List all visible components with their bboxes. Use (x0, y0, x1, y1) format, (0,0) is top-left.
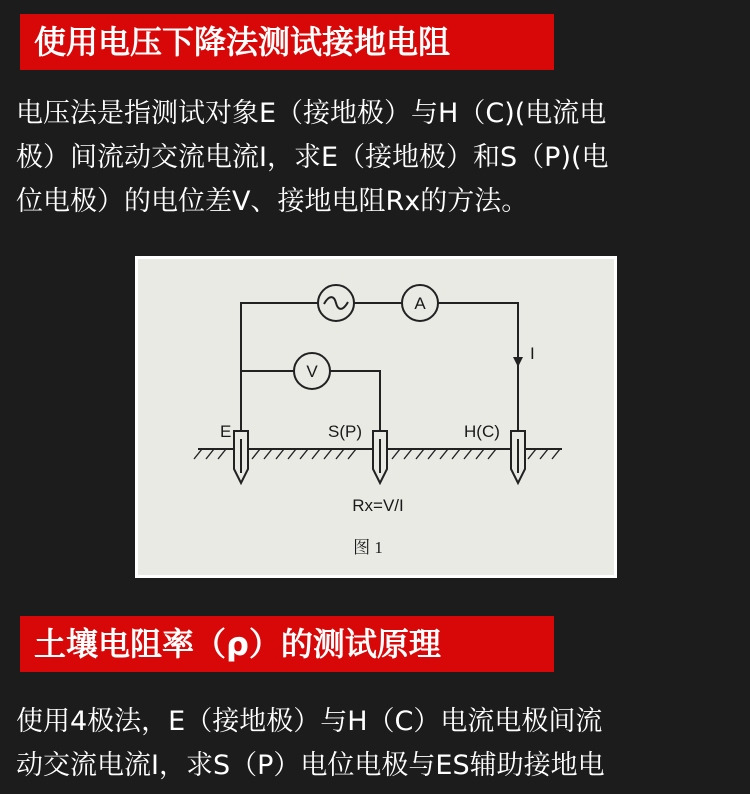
paragraph-line: 动交流电流I，求S（P）电位电极与ES辅助接地电 (16, 750, 605, 781)
paragraph-line: 使用4极法，E（接地极）与H（C）电流电极间流 (16, 706, 603, 737)
voltmeter-label: V (306, 362, 318, 381)
circuit-diagram-figure (135, 256, 617, 578)
electrode-h-icon (511, 431, 525, 483)
ammeter-icon (402, 285, 438, 321)
paragraph-line: 极）间流动交流电流I，求E（接地极）和S（P)(电 (16, 142, 609, 173)
current-label: I (530, 344, 535, 363)
section-description-soil-resistivity (16, 700, 740, 788)
voltmeter-icon (294, 353, 330, 389)
electrode-s-label: S(P) (328, 422, 362, 441)
ac-source-icon (318, 285, 354, 321)
ammeter-label: A (414, 294, 426, 313)
section-title-soil-resistivity: 土壤电阻率（ρ）的测试原理 (20, 616, 554, 672)
figure-caption: 图 1 (353, 538, 383, 557)
circuit-diagram (138, 259, 614, 575)
current-arrow-icon (513, 357, 523, 367)
formula-label: Rx=V/I (352, 496, 404, 515)
paragraph-line: 电压法是指测试对象E（接地极）与H（C)(电流电 (16, 98, 607, 129)
electrode-s-icon (373, 431, 387, 483)
electrode-h-label: H(C) (464, 422, 500, 441)
section-title-voltage-drop: 使用电压下降法测试接地电阻 (20, 14, 554, 70)
electrode-e-label: E (220, 422, 232, 441)
section-description-voltage-drop (16, 92, 740, 224)
electrode-e-icon (234, 431, 248, 483)
paragraph-line: 位电极）的电位差V、接地电阻Rx的方法。 (16, 186, 529, 217)
